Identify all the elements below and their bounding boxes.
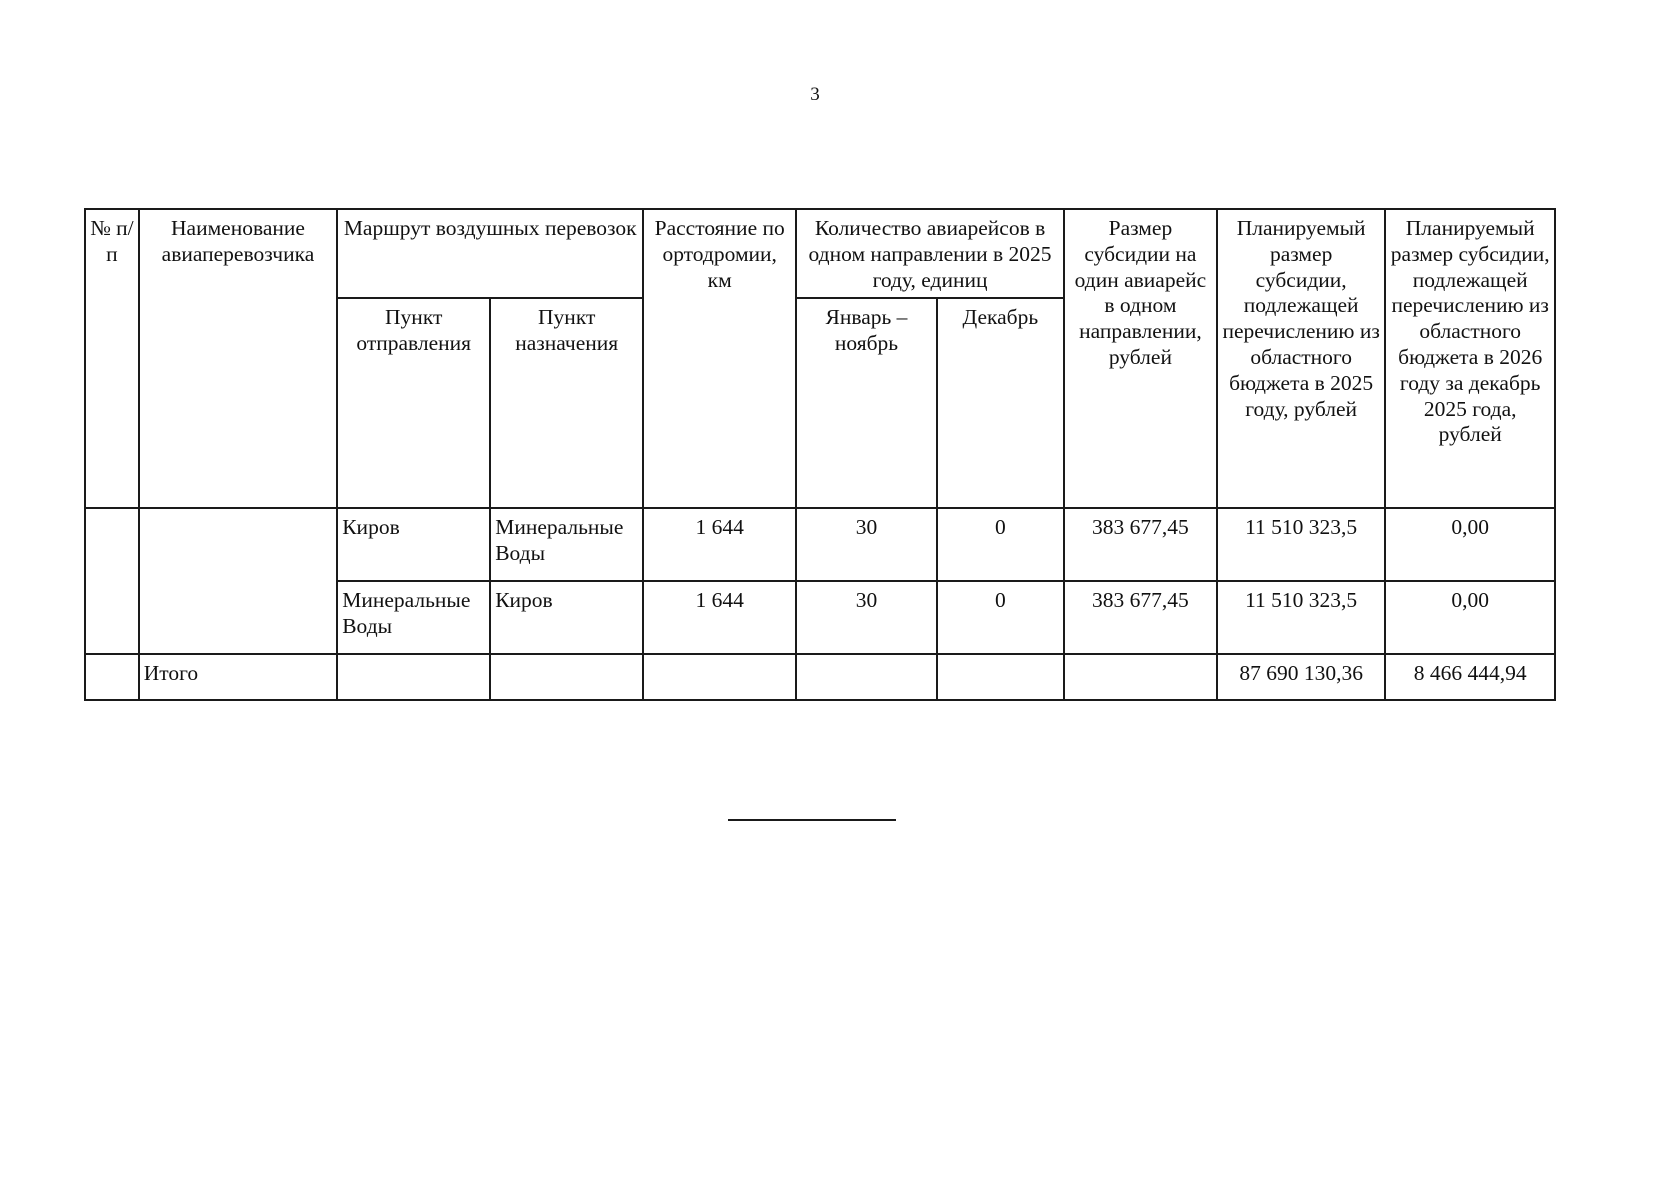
cell-planned-2026: 0,00 (1385, 508, 1555, 581)
end-divider-line (728, 819, 896, 821)
header-distance: Расстояние по ортодромии, км (643, 209, 796, 508)
cell-planned-2026: 0,00 (1385, 581, 1555, 654)
subsidy-table (84, 208, 1556, 701)
cell-from: Киров (337, 508, 490, 581)
cell-from: Минеральные Воды (337, 581, 490, 654)
total-planned-2026: 8 466 444,94 (1385, 654, 1555, 700)
cell-subsidy-per-flight: 383 677,45 (1064, 508, 1217, 581)
cell-jan-nov: 30 (796, 508, 937, 581)
header-flights-jan-nov: Январь – ноябрь (796, 298, 937, 508)
header-carrier: Наименование авиаперевозчика (139, 209, 337, 508)
cell-to: Киров (490, 581, 643, 654)
header-route: Маршрут воздушных перевозок (337, 209, 643, 298)
header-planned-2026: Планируемый размер субсидии, подлежащей перечислению из областного бюджета в 2026 году за декабрь 2025 года, рублей (1385, 209, 1555, 508)
total-empty-cell (796, 654, 937, 700)
total-row (85, 654, 1555, 700)
header-row-1 (85, 209, 1555, 298)
total-empty-cell (337, 654, 490, 700)
header-planned-2025: Планируемый размер субсидии, подлежащей перечислению из областного бюджета в 2025 году, рублей (1217, 209, 1385, 508)
header-subsidy-per-flight: Размер субсидии на один авиарейс в одном направлении, рублей (1064, 209, 1217, 508)
cell-jan-nov: 30 (796, 581, 937, 654)
total-empty-cell (643, 654, 796, 700)
cell-dec: 0 (937, 581, 1064, 654)
cell-to: Минеральные Воды (490, 508, 643, 581)
header-flights: Количество авиарейсов в одном направлении в 2025 году, единиц (796, 209, 1064, 298)
cell-planned-2025: 11 510 323,5 (1217, 581, 1385, 654)
header-route-to: Пункт назначения (490, 298, 643, 508)
cell-dec: 0 (937, 508, 1064, 581)
cell-carrier (139, 508, 337, 654)
cell-num (85, 508, 139, 654)
cell-distance: 1 644 (643, 581, 796, 654)
total-planned-2025: 87 690 130,36 (1217, 654, 1385, 700)
table-row (85, 508, 1555, 581)
cell-planned-2025: 11 510 323,5 (1217, 508, 1385, 581)
total-empty-cell (1064, 654, 1217, 700)
header-flights-dec: Декабрь (937, 298, 1064, 508)
page-number: 3 (810, 84, 820, 105)
cell-distance: 1 644 (643, 508, 796, 581)
cell-subsidy-per-flight: 383 677,45 (1064, 581, 1217, 654)
total-label: Итого (139, 654, 337, 700)
header-route-from: Пункт отправления (337, 298, 490, 508)
total-empty-cell (490, 654, 643, 700)
total-empty-cell (937, 654, 1064, 700)
header-num: № п/п (85, 209, 139, 508)
total-num-cell (85, 654, 139, 700)
